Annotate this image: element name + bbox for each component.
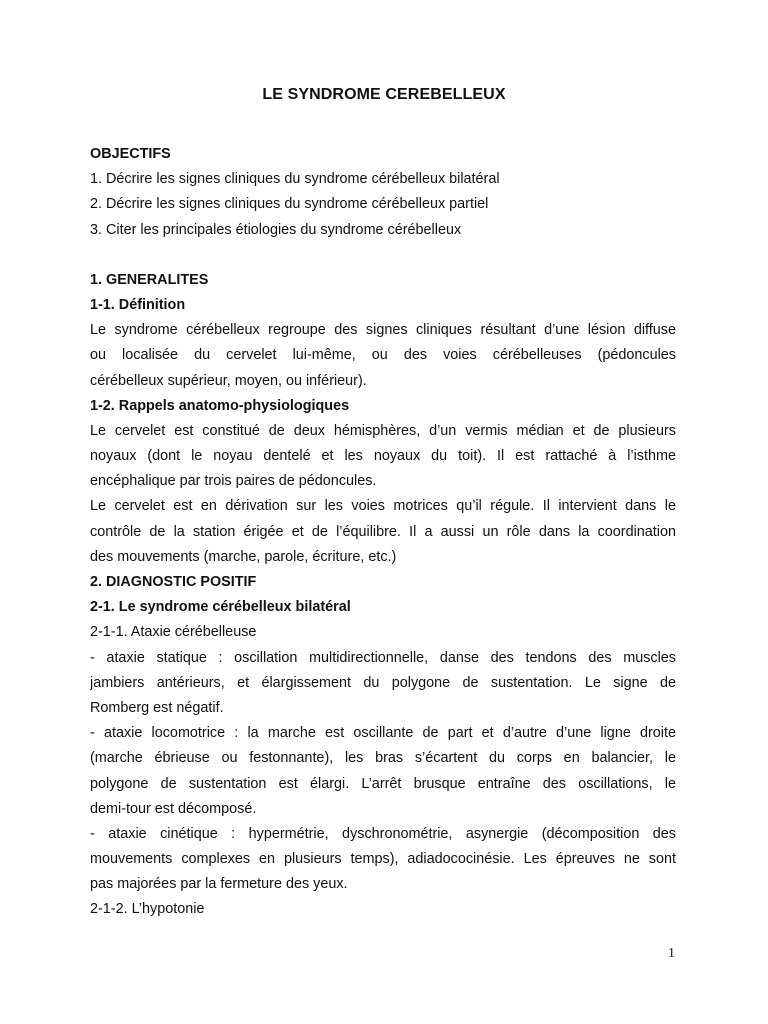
document-body	[90, 142, 676, 923]
paragraph-line: mouvements complexes en plusieurs temps), adiadococinésie. Les épreuves ne sont	[90, 851, 676, 868]
paragraph-line: Le cervelet est en dérivation sur les voies motrices qu’il régule. Il intervient dans le	[90, 498, 676, 515]
paragraph-line: - ataxie cinétique : hypermétrie, dyschronométrie, asynergie (décomposition des	[90, 825, 676, 842]
paragraph-line: encéphalique par trois paires de pédoncules.	[90, 473, 377, 490]
page-number: 1	[668, 946, 675, 961]
paragraph-line: ou localisée du cervelet lui-même, ou des voies cérébelleuses (pédoncules	[90, 347, 676, 364]
section-heading-generalites: 1. GENERALITES	[90, 271, 209, 288]
objectives-heading: OBJECTIFS	[90, 146, 171, 162]
paragraph-line: - ataxie statique : oscillation multidirectionnelle, danse des tendons des muscles	[90, 649, 676, 666]
paragraph-line: contrôle de la station érigée et de l’équilibre. Il a aussi un rôle dans la coordination	[90, 523, 676, 540]
paragraph-line: noyaux (dont le noyau dentelé et les noyaux du toit). Il est rattaché à l’isthme	[90, 448, 676, 465]
paragraph-line: polygone de sustentation est élargi. L’arrêt brusque entraîne des oscillations, le	[90, 775, 676, 792]
paragraph-line: des mouvements (marche, parole, écriture, etc.)	[90, 548, 397, 565]
paragraph-line: cérébelleux supérieur, moyen, ou inférieur).	[90, 372, 367, 389]
paragraph-line: jambiers antérieurs, et élargissement du polygone de sustentation. Le signe de	[90, 674, 676, 691]
document-title: LE SYNDROME CEREBELLEUX	[262, 86, 506, 103]
subsection-heading-rappels: 1-2. Rappels anatomo-physiologiques	[90, 397, 350, 414]
paragraph-line: pas majorées par la fermeture des yeux.	[90, 876, 348, 893]
subsubsection-heading-hypotonie: 2-1-2. L’hypotonie	[90, 901, 205, 918]
paragraph-line: - ataxie locomotrice : la marche est oscillante de part et d’autre d’une ligne droite	[90, 725, 676, 742]
objective-item: 1. Décrire les signes cliniques du syndrome cérébelleux bilatéral	[90, 171, 500, 188]
paragraph-line: Romberg est négatif.	[90, 699, 224, 716]
spacer	[90, 243, 676, 268]
paragraph-line: Le syndrome cérébelleux regroupe des signes cliniques résultant d’une lésion diffuse	[90, 322, 676, 339]
subsubsection-heading-ataxie: 2-1-1. Ataxie cérébelleuse	[90, 624, 257, 641]
section-heading-diagnostic: 2. DIAGNOSTIC POSITIF	[90, 574, 257, 590]
objective-item: 2. Décrire les signes cliniques du syndrome cérébelleux partiel	[90, 196, 489, 213]
paragraph-line: Le cervelet est constitué de deux hémisphères, d’un vermis médian et de plusieurs	[90, 422, 676, 439]
paragraph-line: (marche ébrieuse ou festonnante), les bras s’écartent du corps en balancier, le	[90, 750, 676, 767]
subsection-heading-definition: 1-1. Définition	[90, 296, 186, 313]
objective-item: 3. Citer les principales étiologies du syndrome cérébelleux	[90, 221, 462, 238]
paragraph-line: demi-tour est décomposé.	[90, 800, 257, 817]
subsection-heading-bilateral: 2-1. Le syndrome cérébelleux bilatéral	[90, 599, 351, 616]
